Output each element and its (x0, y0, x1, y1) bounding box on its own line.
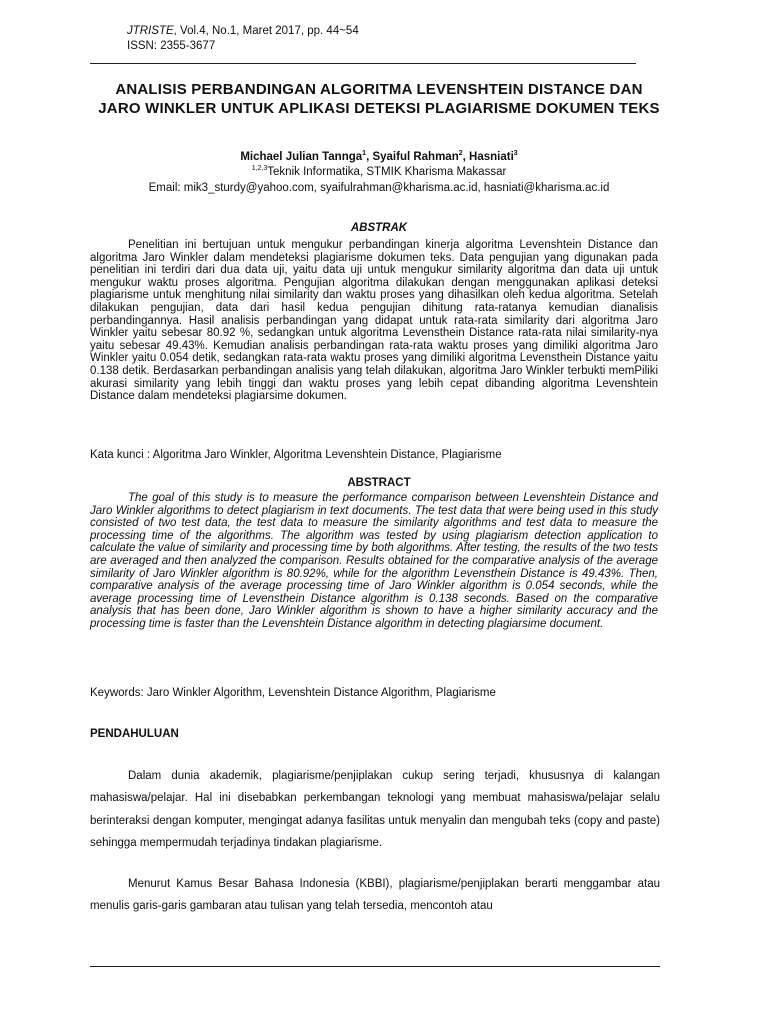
body-paragraph: Menurut Kamus Besar Bahasa Indonesia (KBBI), plagiarisme/penjiplakan berarti menggambar atau menulis garis-garis gambaran atau tulisan yang telah tersedia, mencontoh atau (90, 878, 660, 913)
author-name: Hasniati (469, 151, 514, 163)
paper-title: ANALISIS PERBANDINGAN ALGORITMA LEVENSHTEIN DISTANCE DAN JARO WINKLER UNTUK APLIKASI DETEKSI PLAGIARISME DOKUMEN TEKS (98, 81, 660, 117)
author-affil-mark: 1 (362, 150, 367, 158)
affiliation-text: Teknik Informatika, STMIK Kharisma Makassar (267, 166, 507, 178)
author-name: Michael Julian Tannga (240, 151, 363, 163)
author-name: Syaiful Rahman (372, 151, 459, 163)
running-header (127, 24, 359, 54)
abstrak-text: Penelitian ini bertujuan untuk mengukur perbandingan kinerja algoritma Levenshtein Distance dan algoritma Jaro Winkler dalam mendeteksi plagiarisme dokumen teks. Data pengujian yang digunakan pada penelitian ini terdiri dari dua data uji, yaitu data uji untuk mengukur similarity algoritma dan data uji untuk mengukur waktu proses algoritma. Pengujian algoritma dilakukan dengan menggunakan aplikasi deteksi plagiarisme untuk menghitung nilai similarity dan waktu proses yang dihasilkan oleh kedua algoritma. Setelah dilakukan pengujian, data dari hasil kedua pengujian dihitung rata-ratanya kemudian dianalisis perbandingannya. Hasil analisis perbandingan yang didapat untuk rata-rata similarity dari algoritma Jaro Winkler yaitu sebesar 80.92 %, sedangkan untuk algoritma Levensthein Distance rata-rata nilai similarity-nya yaitu sebesar 49.43%. Kemudian analisis perbandingan rata-rata waktu proses yang dimiliki algoritma Jaro Winkler yaitu 0.054 detik, sedangkan rata-rata waktu proses yang dimiliki algoritma Levensthein Distance yaitu 0.138 detik. Berdasarkan perbandingan analisis yang telah dilakukan, algoritma Jaro Winkler terbukti memPiliki akurasi similarity yang lebih tinggi dan waktu proses yang lebih cepat dibanding algoritma Levenshtein Distance dalam mendeteksi plagiarsime dokumen. (90, 239, 658, 403)
author-affil-mark: 2 (458, 150, 463, 158)
issn: ISSN: 2355-3677 (127, 40, 216, 52)
email-line: Email: mik3_sturdy@yahoo.com, syaifulrahman@kharisma.ac.id, hasniati@kharisma.ac.id (148, 182, 610, 194)
author-line: Michael Julian Tannga$^1$, Syaiful Rahman$^2$, Hasniati$^3$ (240, 150, 518, 163)
author-affil-mark: 3 (513, 150, 518, 158)
abstract-text: The goal of this study is to measure the performance comparison between Levenshtein Distance and Jaro Winkler algorithms to detect plagiarism in text documents. The test data that were being used in this study consisted of two test data, the test data to measure the similarity algorithms and test data to measure the processing time of the algorithms. The algorithm was tested by using plagiarism detection application to calculate the value of similarity and processing time by both algorithms. After testing, the results of the two tests are averaged and then analyzed the comparison. Results obtained for the comparative analysis of the average similarity of Jaro Winkler algorithm is 80.92%, while for the algorithm Levensthein Distance is 49.43%. Then, comparative analysis of the average processing time of Jaro Winkler algorithm is 0.054 seconds, while the average processing time of Levensthein Distance algorithm is 0.138 seconds. Based on the comparative analysis that has been done, Jaro Winkler algorithm is shown to have a higher similarity accuracy and the processing time is faster than the Levenshtein Distance algorithm in detecting plagiarsime document. (90, 492, 658, 630)
affiliation (95, 165, 663, 179)
header-rule (90, 63, 636, 64)
keywords: Keywords: Jaro Winkler Algorithm, Levenshtein Distance Algorithm, Plagiarisme (90, 687, 496, 699)
body-paragraph: Dalam dunia akademik, plagiarisme/penjiplakan cukup sering terjadi, khususnya di kalangan mahasiswa/pelajar. Hal ini disebabkan perkembangan teknologi yang membuat mahasiswa/pelajar selalu berinteraksi dengan komputer, mengingat adanya fasilitas untuk menyalin dan mengubah teks (copy and paste) sehingga mempermudah terjadinya tindakan plagiarisme. (90, 770, 660, 850)
affiliation-mark: 1,2,3 (251, 165, 268, 173)
kata-kunci: Kata kunci : Algoritma Jaro Winkler, Algoritma Levenshtein Distance, Plagiarisme (90, 449, 502, 461)
section-heading: PENDAHULUAN (90, 728, 179, 740)
citation-text: , Vol.4, No.1, Maret 2017, pp. 44~54 (173, 25, 359, 37)
abstrak-heading: ABSTRAK (350, 222, 408, 234)
footer-rule (90, 966, 660, 967)
journal-name: JTRISTE (127, 25, 174, 37)
abstract-heading: ABSTRACT (347, 477, 411, 489)
citation-line (127, 24, 359, 39)
